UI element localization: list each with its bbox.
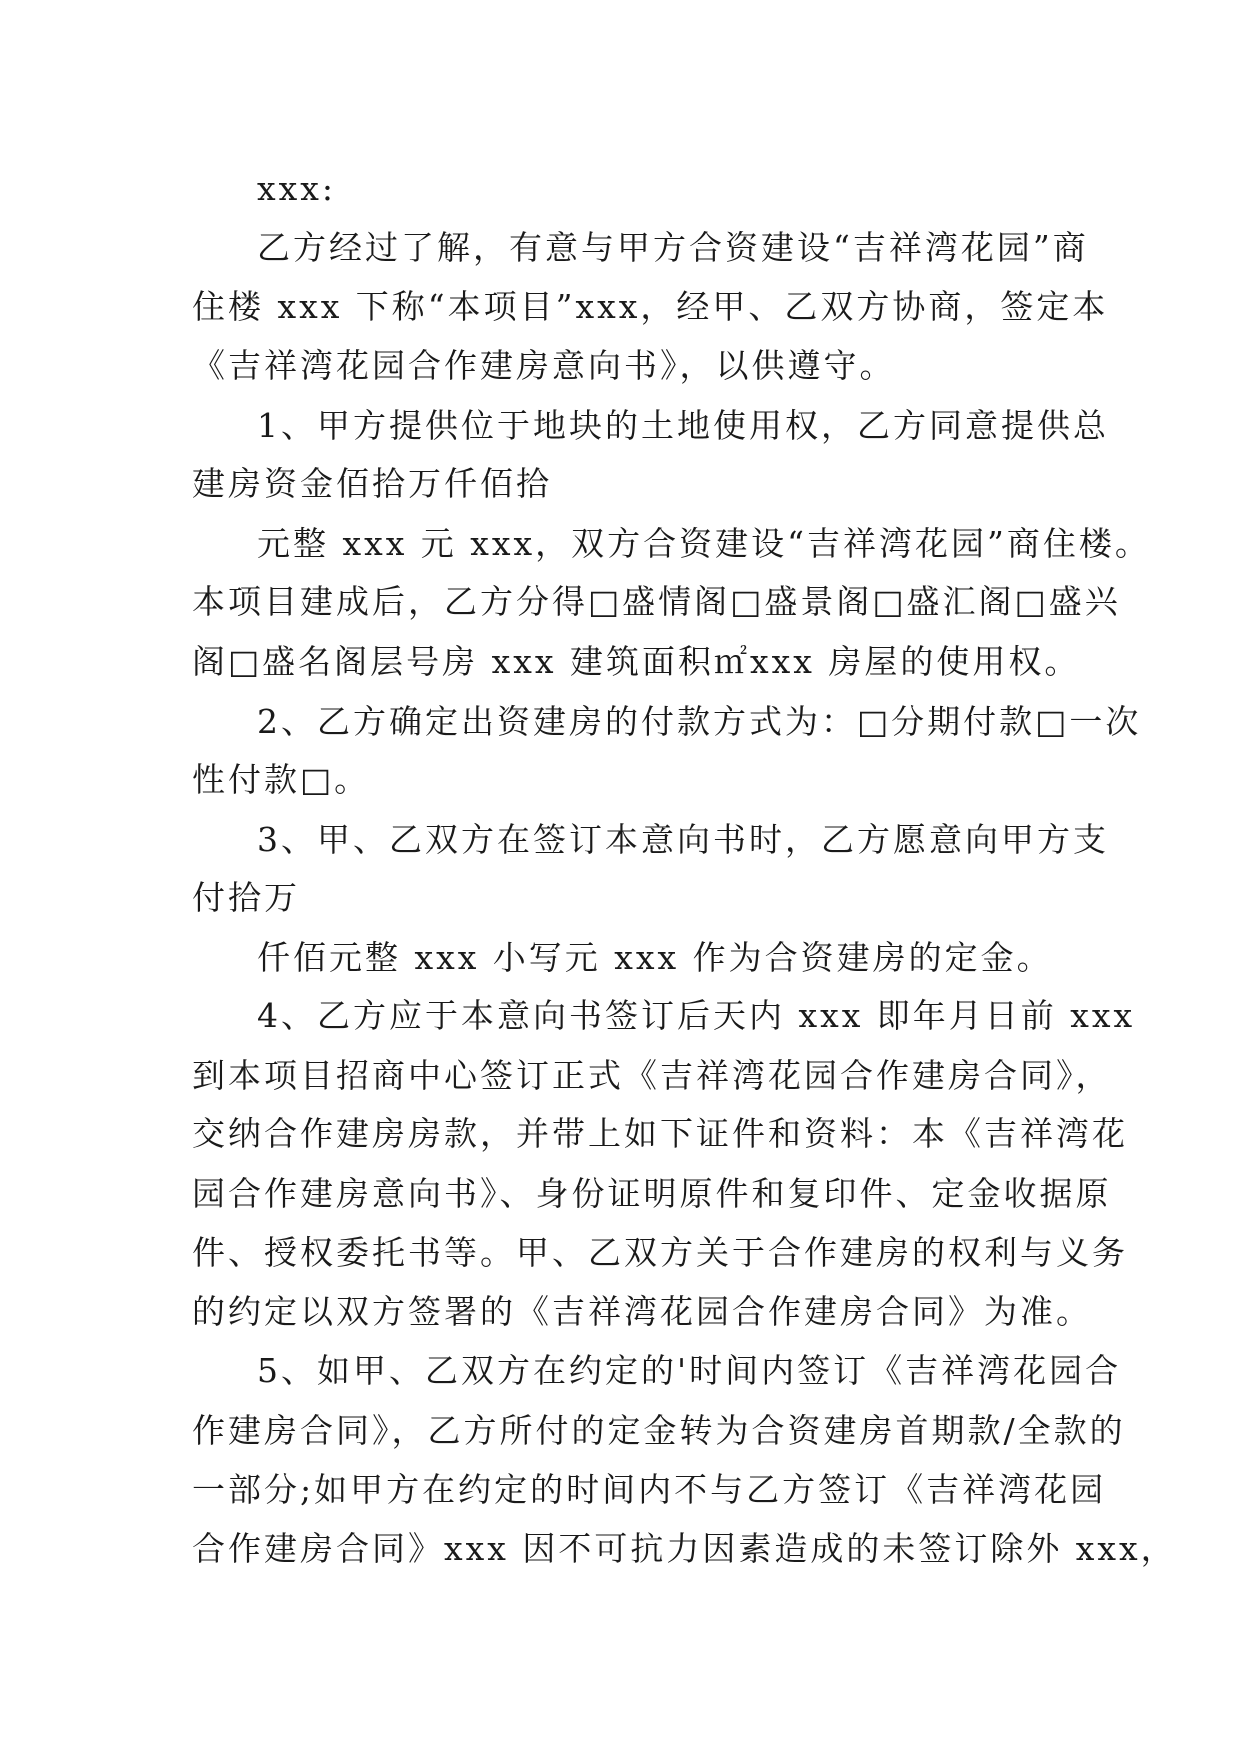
clause-4-line-1: 4、乙方应于本意向书签订后天内 xxx 即年月日前 xxx: [257, 996, 1136, 1035]
clause-5-line-1: 5、如甲、乙双方在约定的'时间内签订《吉祥湾花园合: [257, 1351, 1122, 1390]
paragraph-intro-line-1: 乙方经过了解，有意与甲方合资建设“吉祥湾花园”商: [257, 228, 1089, 267]
clause-3-line-1: 3、甲、乙双方在签订本意向书时，乙方愿意向甲方支: [257, 820, 1109, 859]
clause-4-line-2: 到本项目招商中心签订正式《吉祥湾花园合作建房合同》，: [192, 1056, 1112, 1095]
clause-5-line-2: 作建房合同》，乙方所付的定金转为合资建房首期款/全款的: [192, 1411, 1126, 1450]
paragraph-intro-line-3: 《吉祥湾花园合作建房意向书》，以供遵守。: [192, 346, 896, 385]
clause-4-line-6: 的约定以双方签署的《吉祥湾花园合作建房合同》为准。: [192, 1292, 1092, 1331]
clause-1-line-4: 本项目建成后，乙方分得□盛情阁□盛景阁□盛汇阁□盛兴: [192, 582, 1121, 621]
clause-3-line-2: 付拾万: [192, 878, 300, 917]
salutation-line: xxx:: [257, 169, 336, 208]
clause-1-line-1: 1、甲方提供位于地块的土地使用权，乙方同意提供总: [257, 406, 1109, 445]
clause-5-line-3: 一部分;如甲方在约定的时间内不与乙方签订《吉祥湾花园: [192, 1470, 1107, 1509]
clause-1-line-3: 元整 xxx 元 xxx，双方合资建设“吉祥湾花园”商住楼。: [257, 524, 1151, 563]
clause-2-line-1: 2、乙方确定出资建房的付款方式为：□分期付款□一次: [257, 702, 1142, 741]
clause-3-line-3: 仟佰元整 xxx 小写元 xxx 作为合资建房的定金。: [257, 938, 1053, 977]
clause-1-line-2: 建房资金佰拾万仟佰拾: [192, 464, 552, 503]
paragraph-intro-line-2: 住楼 xxx 下称“本项目”xxx，经甲、乙双方协商，签定本: [192, 287, 1109, 326]
clause-4-line-5: 件、授权委托书等。甲、乙双方关于合作建房的权利与义务: [192, 1233, 1128, 1272]
clause-5-line-4: 合作建房合同》xxx 因不可抗力因素造成的未签订除外 xxx，: [192, 1529, 1177, 1568]
clause-4-line-4: 园合作建房意向书》、身份证明原件和复印件、定金收据原: [192, 1174, 1112, 1213]
clause-2-line-2: 性付款□。: [192, 760, 371, 799]
clause-1-line-5: 阁□盛名阁层号房 xxx 建筑面积㎡xxx 房屋的使用权。: [192, 642, 1081, 681]
clause-4-line-3: 交纳合作建房房款，并带上如下证件和资料：本《吉祥湾花: [192, 1114, 1128, 1153]
